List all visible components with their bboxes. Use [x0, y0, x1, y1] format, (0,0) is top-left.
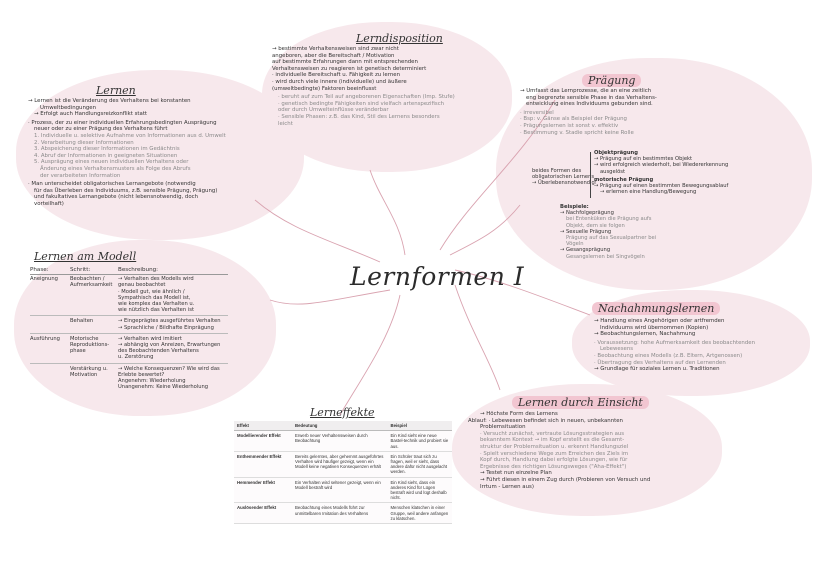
- nachahmung-text: → Handlung eines Angehörigen oder artfremden Individuums wird übernommen (Kopien) → Beobachtungslernen, Nachahmung · Voraussetzung: hohe Aufmerksamkeit des beobachtenden Lebewesens · Beobachtung eines Modells (z.B. Eltern, Artgenossen) · Übertragung des Verhaltens auf den Lernenden → Grundlage für soziales Lernen u. Traditionen: [594, 318, 755, 373]
- table-row: Enthemmender Effekt Bereits gelerntes, aber gehemmt ausgeführtes Verhalten wird häufiger gezeigt, wenn ein Modell keine negativen Konsequenzen erhält Ein Schüler traut sich zu fragen, weil er sieht, dass andere dafür nicht ausgelacht werden.: [234, 451, 452, 477]
- disposition-text: → bestimmte Verhaltensweisen sind zwar nicht angeboren, aber die Bereitschaft / Motivation auf bestimmte Erfahrungen dann mit entsprechenden Verhaltensweisen zu reagieren ist genetisch determiniert · individuelle Bereitschaft u. Fähigkeit zu lernen · wird durch viele innere (individuelle) und äußere (umweltbedingte) Faktoren beeinflusst · beruht auf zum Teil auf angeborenen Eigenschaften (Imp. Stufe) · genetisch bedingte Fähigkeiten sind vielfach artenspezifisch oder durch Umwelteinflüsse veränderbar · Sensible Phasen: z.B. das Kind, Stil des Lernens besonders leicht: [272, 46, 455, 127]
- lerneffekte-heading: Lerneffekte: [310, 406, 375, 419]
- praegung-beispiele: Beispiele: → Nachfolgeprägung bei Entenküken die Prägung aufs Objekt, dem sie folgen → Sexuelle Prägung Prägung auf das Sexualpartner bei Vögeln → Gesangsprägung Gesangslernen bei Singvögeln: [560, 204, 657, 260]
- table-header-row: Effekt Bedeutung Beispiel: [234, 421, 452, 431]
- table-row: Auslösender Effekt Beobachtung eines Modells führt zur unmittelbaren Imitation des Verhaltens Menschen klatschen in einer Gruppe, weil andere anfangen zu klatschen.: [234, 503, 452, 524]
- table-row: Behalten → Eingeprägtes ausgeführtes Verhalten → Sprachliche / Bildhafte Einprägung: [70, 318, 221, 331]
- praegung-types: Objektprägung → Prägung auf ein bestimmtes Objekt → wird erfolgreich wiederholt, bei Wiedererkennung ausgelöst motorische Prägung → Prägung auf einen bestimmten Bewegungsablauf → erlernen eine Handlung/Bewegung: [594, 150, 729, 196]
- modell-header-row: Phase: Schritt: Beschreibung:: [30, 267, 228, 275]
- praegung-text: → Umfasst das Lernprozesse, die an eine zeitlich eng begrenzte sensible Phase in das Verhaltens- entwicklung eines Individuums gebunden sind. · irreversibel · Bsp: v. Gänse als Beispiel der Prägung · Prägungslernen ist sonst v. effektiv · Bestimmung v. Stadie spricht keine Rolle: [520, 88, 657, 136]
- praegung-formen-label: beides Formen des obligatorischen Lernens → Überlebensnotwendig!: [532, 168, 597, 187]
- modell-table: [30, 267, 228, 390]
- table-row: Ausführung Motorische Reproduktions-phase → Verhalten wird imitiert → abhängig von Anreizen, Erwartungen des Beobachtenden Verhaltens u. Zerstörung: [30, 335, 221, 361]
- lernen-heading: Lernen: [96, 84, 136, 97]
- table-row: Aneignung Beobachten / Aufmerksamkeit → Verhalten des Modells wird genau beobachtet · Modell gut, wie ähnlich / Sympathisch das Modell ist, wie komplex das Verhalten u. wie nützlich das Verhalten ist: [30, 276, 195, 314]
- praegung-bracket: [590, 152, 591, 198]
- modell-heading: Lernen am Modell: [34, 250, 137, 263]
- lerneffekte-table: [234, 421, 452, 524]
- table-row: Verstärkung u. Motivation → Welche Konsequenzen? Wie wird das Erlebte bewertet? Angenehm: Wiederholung Unangenehm: Keine Wiederholung: [70, 365, 220, 391]
- table-row: Modellierender Effekt Erwerb neuer Verhaltensweisen durch Beobachtung Ein Kind sieht eine neue Bastel-technik und probiert sie aus.: [234, 431, 452, 452]
- page-title: Lernformen I: [350, 262, 525, 291]
- nachahmung-heading: Nachahmungslernen: [592, 302, 720, 315]
- disposition-heading: Lerndisposition: [356, 32, 443, 45]
- einsicht-heading: Lernen durch Einsicht: [512, 396, 649, 409]
- lernen-text: → Lernen ist die Veränderung des Verhaltens bei konstanten Umweltbedingungen → Erfolgt auch Handlungsreizkonflikt statt · Prozess, der zu einer individuellen Erfahrungsbedingten Ausprägung neuer oder zu einer Prägung des Verhaltens führt 1. Individuelle u. selektive Aufnahme von Informationen aus d. Umwelt 2. Verarbeitung dieser Informationen 3. Abspeicherung dieser Informationen im Gedächtnis 4. Abruf der Informationen in geeigneten Situationen 5. Ausprägung eines neuen individuellen Verhaltens oder Änderung eines Verhaltensmusters als Folge des Abrufs der verarbeiteten Information · Man unterscheidet obligatorisches Lernangebote (notwendig für das Überleben des Individuums, z.B. sensible Prägung, Prägung) und fakultatives Lernangebote (nicht lebensnotwendig, doch vorteilhaft): [28, 98, 226, 207]
- table-row: Hemmender Effekt Ein Verhalten wird seltener gezeigt, wenn ein Modell bestraft wird Ein Kind sieht, dass ein anderes Kind für Lügen bestraft wird und lügt deshalb nicht.: [234, 477, 452, 503]
- praegung-heading: Prägung: [582, 74, 641, 87]
- einsicht-text: → Höchste Form des Lernens Ablauf: · Lebewesen befindet sich in neuen, unbekannten Problemsituation · Versucht zunächst, vertraute Lösungsstrategien aus bekanntem Kontext → im Kopf erstellt es die Gesamt- struktur der Problemsituation u. erkennt Handlungsziel · Spielt verschiedene Wege zum Erreichen des Ziels im Kopf durch, Handlung dabei erfolgte Lösungen, wie für Ergebnisse des richtigen Lösungsweges ("Aha-Effekt") → Testet nun einzelne Plan → Führt diesen in einem Zug durch (Probieren von Versuch und Irrtum - Lernen aus): [468, 411, 651, 490]
